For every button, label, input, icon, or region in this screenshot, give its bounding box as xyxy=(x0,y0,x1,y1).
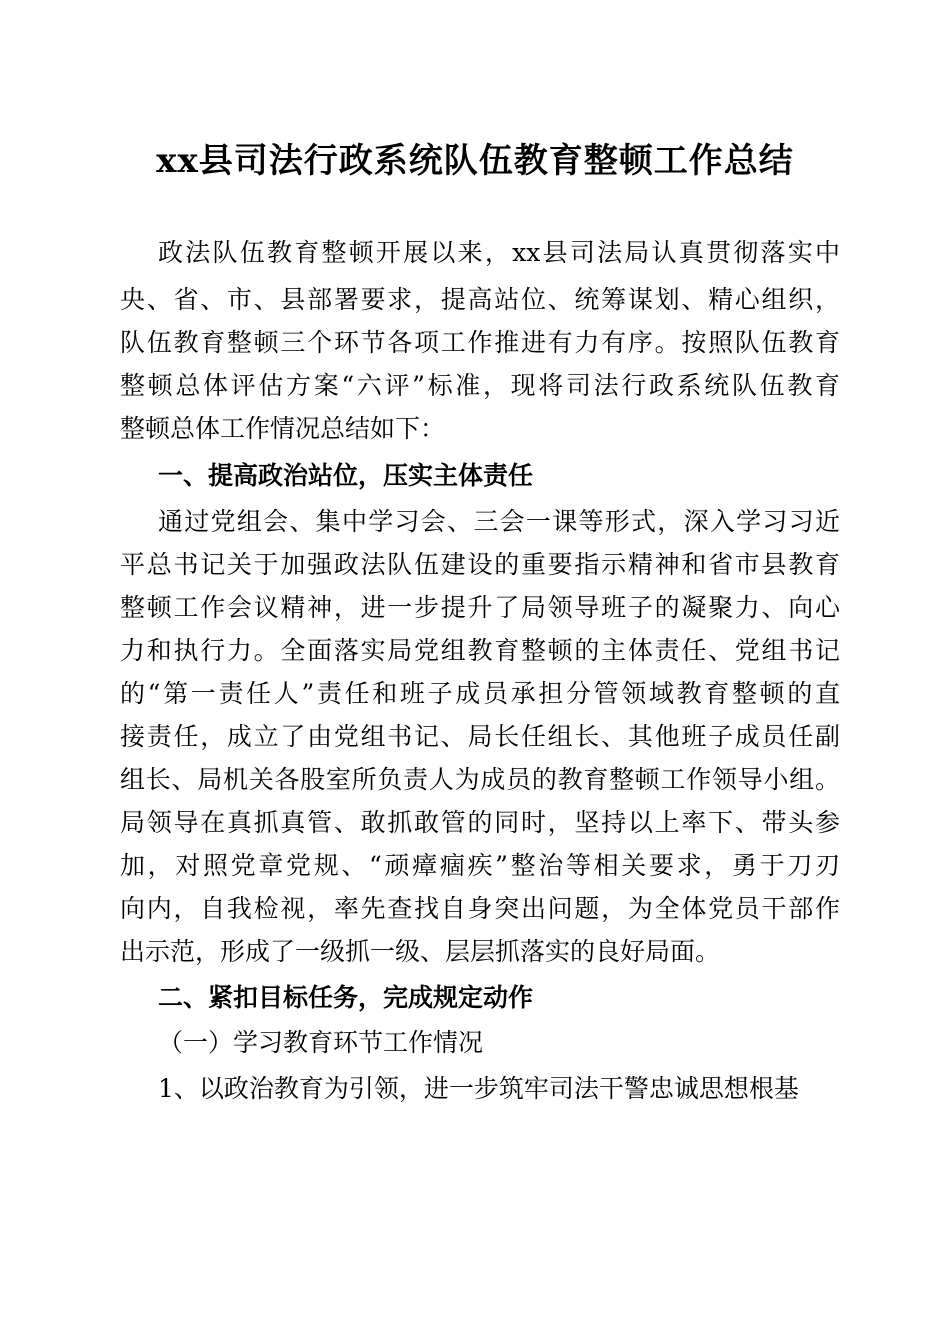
section-1-line-6: 接责任，成立了由党组书记、局长任组长、其他班子成员任副 xyxy=(120,722,840,751)
section-1-line-9: 加，对照党章党规、“顽瘴痼疾”整治等相关要求，勇于刀刃 xyxy=(120,851,840,880)
intro-line-2: 央、省、市、县部署要求，提高站位、统筹谋划、精心组织， xyxy=(120,285,840,314)
section-1-line-7: 组长、局机关各股室所负责人为成员的教育整顿工作领导小组。 xyxy=(120,765,840,794)
section-1-line-5: 的“第一责任人”责任和班子成员承担分管领域教育整顿的直 xyxy=(120,679,840,708)
intro-line-3: 队伍教育整顿三个环节各项工作推进有力有序。按照队伍教育 xyxy=(120,328,840,357)
item-1: 1、以政治教育为引领，进一步筑牢司法干警忠诚思想根基 xyxy=(158,1074,799,1103)
section-1-line-3: 整顿工作会议精神，进一步提升了局领导班子的凝聚力、向心 xyxy=(120,593,840,622)
section-1-line-10: 向内，自我检视，率先查找自身突出问题，为全体党员干部作 xyxy=(120,894,840,923)
subsection-1-heading: （一）学习教育环节工作情况 xyxy=(158,1028,484,1057)
intro-line-5: 整顿总体工作情况总结如下： xyxy=(120,414,446,443)
intro-line-4: 整顿总体评估方案“六评”标准，现将司法行政系统队伍教育 xyxy=(120,371,840,400)
section-1-line-11: 出示范，形成了一级抓一级、层层抓落实的良好局面。 xyxy=(120,937,721,966)
section-1-line-4: 力和执行力。全面落实局党组教育整顿的主体责任、党组书记 xyxy=(120,636,840,665)
section-1-line-2: 平总书记关于加强政法队伍建设的重要指示精神和省市县教育 xyxy=(120,550,840,579)
section-1-line-1: 通过党组会、集中学习会、三会一课等形式，深入学习习近 xyxy=(158,507,840,536)
section-1-heading: 一、提高政治站位，压实主体责任 xyxy=(158,461,534,490)
intro-line-1: 政法队伍教育整顿开展以来，xx县司法局认真贯彻落实中 xyxy=(158,238,840,267)
section-1-line-8: 局领导在真抓真管、敢抓敢管的同时，坚持以上率下、带头参 xyxy=(120,808,840,837)
section-2-heading: 二、紧扣目标任务，完成规定动作 xyxy=(158,983,534,1012)
document-title: xx县司法行政系统队伍教育整顿工作总结 xyxy=(156,141,794,181)
